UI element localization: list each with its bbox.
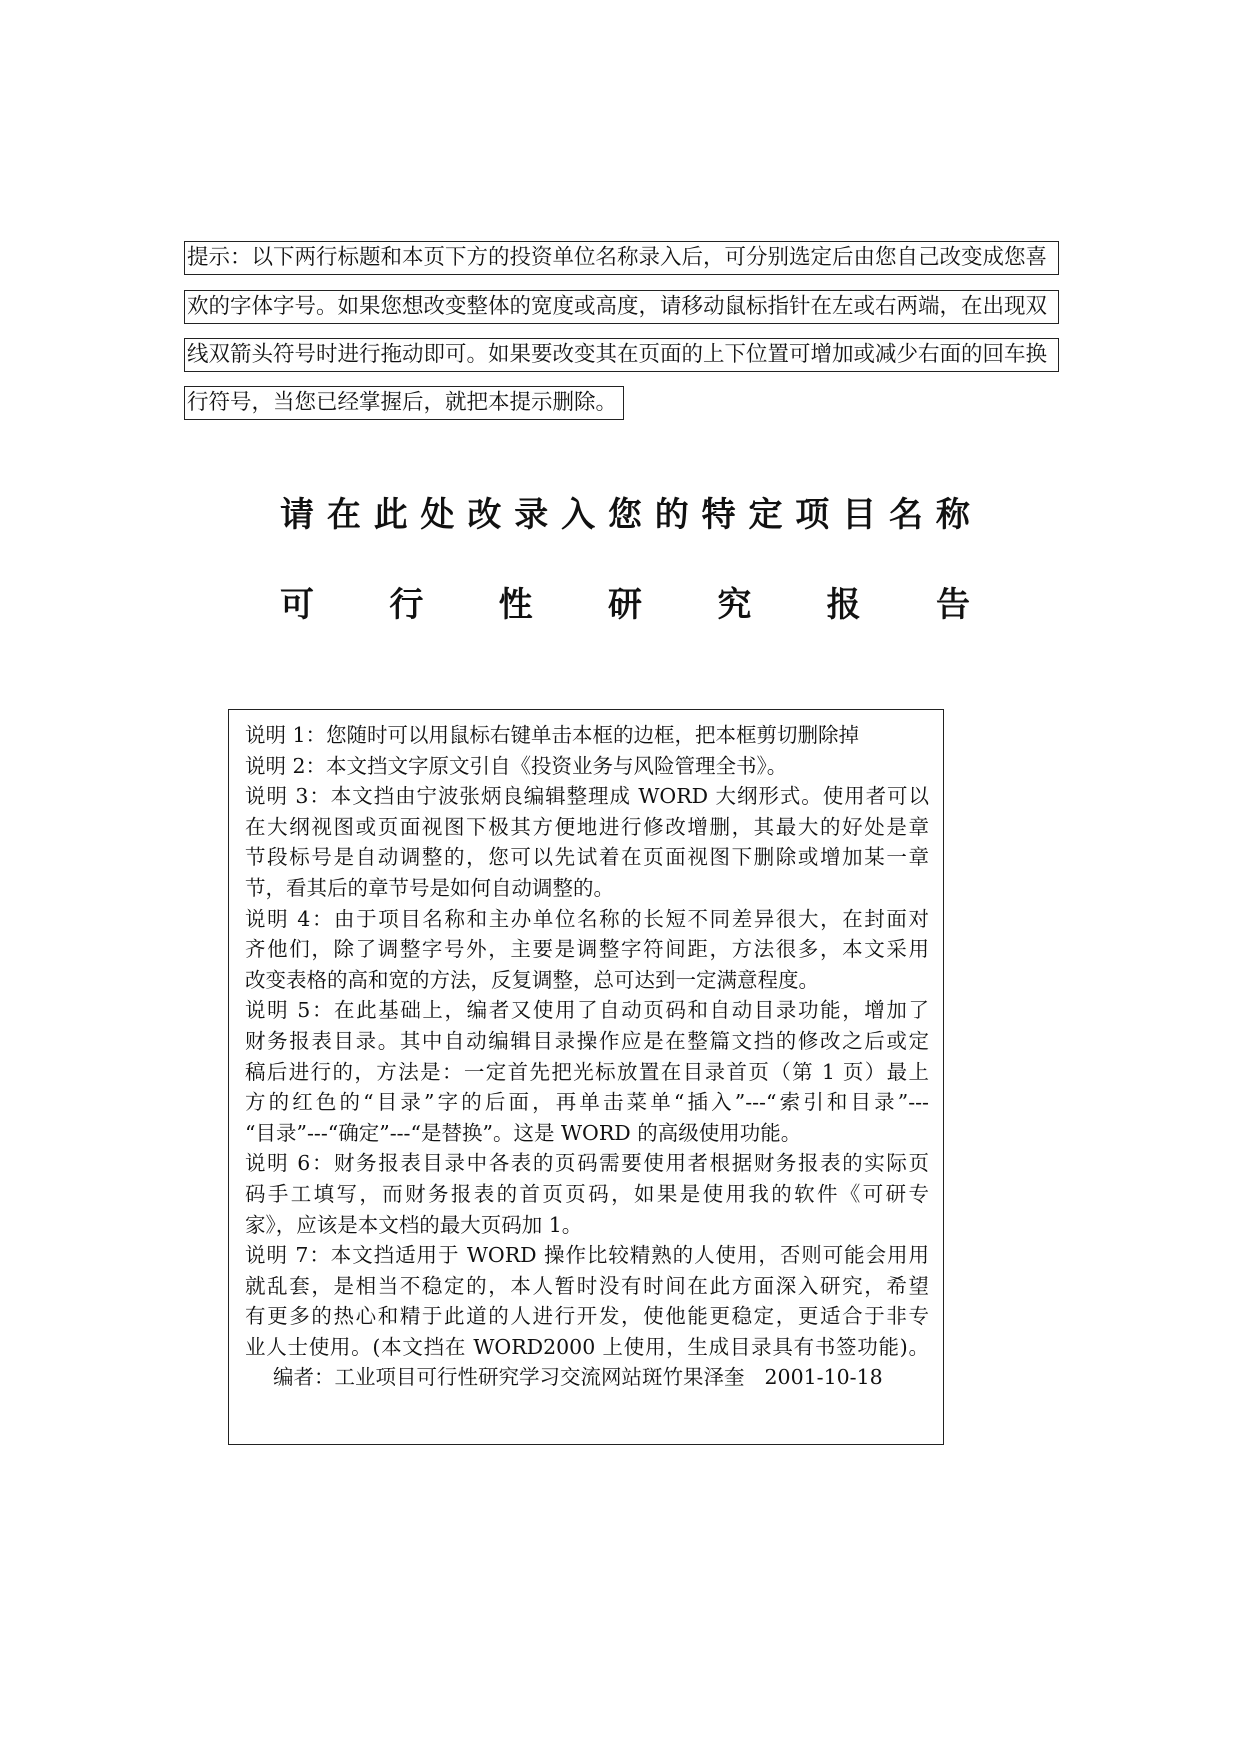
note-line: 有更多的热心和精于此道的人进行开发，使他能更稳定，更适合于非专 [245,1304,929,1329]
note-line: 财务报表目录。其中自动编辑目录操作应是在整篇文挡的修改之后或定 [245,1028,929,1053]
hint-line-2: 欢的字体字号。如果您想改变整体的宽度或高度，请移动鼠标指针在左或右两端，在出现双 [184,290,1059,324]
title-char: 改 [467,494,502,535]
title-char: 报 [826,584,861,625]
note-line: 改变表格的高和宽的方法，反复调整，总可达到一定满意程度。 [245,967,819,992]
title-char: 在 [326,494,361,535]
title-char: 可 [280,584,314,625]
note-line: 说明 3：本文挡由宁波张炳良编辑整理成 WORD 大纲形式。使用者可以 [245,784,929,809]
note-line: 家》，应该是本文档的最大页码加 1。 [245,1212,583,1237]
note-line: 方的红色的“目录”字的后面，再单击菜单“插入”---“索引和目录”--- [245,1090,929,1115]
title-char: 处 [420,494,455,535]
title-char: 行 [389,584,424,625]
note-line: 就乱套，是相当不稳定的，本人暂时没有时间在此方面深入研究，希望 [245,1273,929,1298]
notes-box [228,709,944,1445]
title-char: 称 [935,494,970,535]
title-char: 此 [373,494,408,535]
note-line: 说明 6：财务报表目录中各表的页码需要使用者根据财务报表的实际页 [245,1151,929,1176]
title-char: 究 [717,584,752,625]
report-title [280,576,970,626]
note-line: 节，看其后的章节号是如何自动调整的。 [245,875,614,900]
note-line: 业人士使用。(本文挡在 WORD2000 上使用，生成目录具有书签功能)。 [245,1334,929,1359]
hint-line-1: 提示：以下两行标题和本页下方的投资单位名称录入后，可分别选定后由您自己改变成您喜 [184,241,1059,275]
note-line: 稿后进行的，方法是：一定首先把光标放置在目录首页（第 1 页）最上 [245,1059,929,1084]
note-line: 节段标号是自动调整的，您可以先试着在页面视图下删除或增加某一章 [245,845,929,870]
title-char: 定 [748,494,783,535]
author-line [245,1362,929,1393]
author-date: 2001-10-18 [764,1365,883,1390]
title-char: 名 [888,494,923,535]
title-char: 性 [498,584,533,625]
title-char: 您 [607,494,642,535]
hint-line-4: 行符号，当您已经掌握后，就把本提示删除。 [184,386,624,420]
title-char: 请 [280,494,314,535]
title-char: 入 [561,494,596,535]
title-char: 特 [701,494,736,535]
note-line: 齐他们，除了调整字号外，主要是调整字符间距，方法很多，本文采用 [245,937,929,962]
note-line: 说明 5：在此基础上，编者又使用了自动页码和自动目录功能，增加了 [245,998,929,1023]
hint-line-3: 线双箭头符号时进行拖动即可。如果要改变其在页面的上下位置可增加或减少右面的回车换 [184,338,1059,372]
title-char: 告 [935,584,970,625]
title-char: 的 [654,494,689,535]
note-line: 说明 4：由于项目名称和主办单位名称的长短不同差异很大，在封面对 [245,906,929,931]
note-line: 在大纲视图或页面视图下极其方便地进行修改增删，其最大的好处是章 [245,814,929,839]
note-line: 码手工填写，而财务报表的首页页码，如果是使用我的软件《可研专 [245,1181,929,1206]
author-name: 编者：工业项目可行性研究学习交流网站斑竹果泽奎 [273,1365,745,1390]
title-char: 录 [514,494,549,535]
title-char: 目 [842,494,877,535]
note-line: 说明 7：本文挡适用于 WORD 操作比较精熟的人使用，否则可能会用用 [245,1243,929,1268]
title-char: 项 [795,494,830,535]
note-line: 说明 2：本文挡文字原文引自《投资业务与风险管理全书》。 [245,753,788,778]
project-name-title [280,486,970,536]
note-line: “目录”---“确定”---“是替换”。这是 WORD 的高级使用功能。 [245,1120,802,1145]
note-line: 说明 1：您随时可以用鼠标右键单击本框的边框，把本框剪切删除掉 [245,723,860,747]
title-char: 研 [607,584,642,625]
